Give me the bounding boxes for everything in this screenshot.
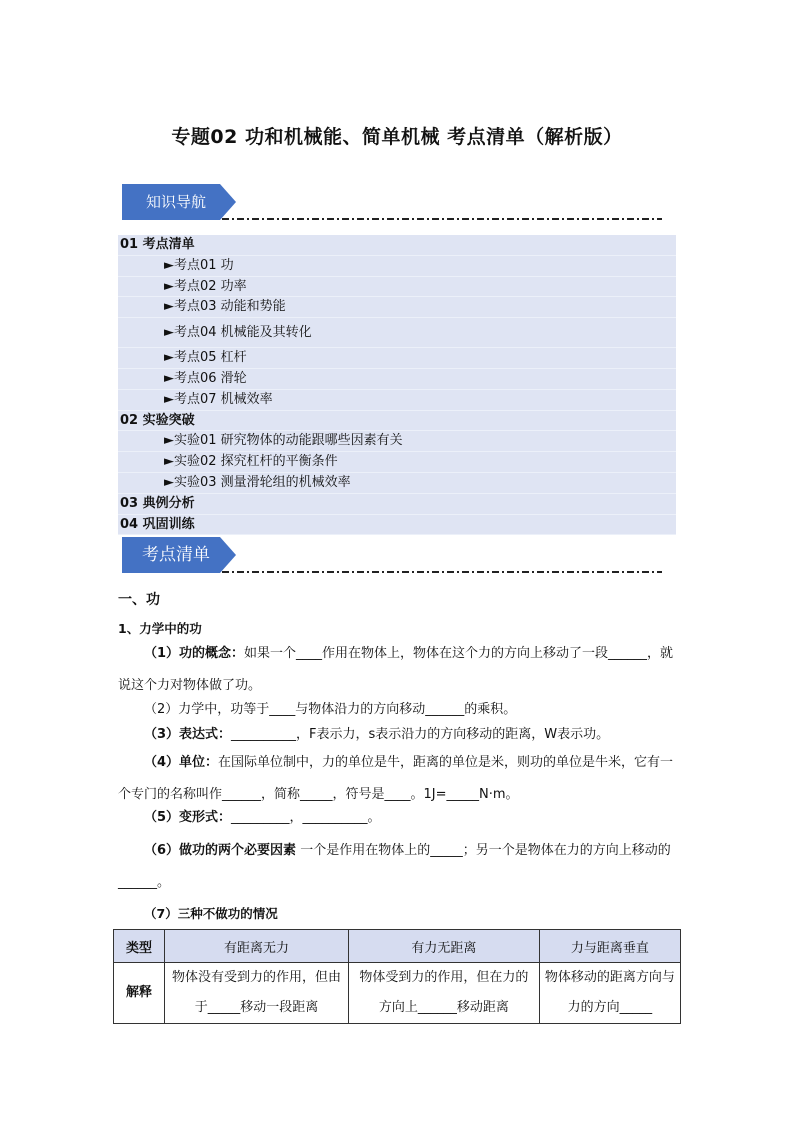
paragraph-expression: （3）表达式：__________，F表示力，s表示沿力的方向移动的距离，W表示功。 bbox=[144, 727, 610, 742]
table-header: 有力无距离 bbox=[349, 930, 540, 963]
toc-item[interactable]: ►实验01 研究物体的动能跟哪些因素有关 bbox=[118, 431, 676, 452]
toc-section[interactable]: 01 考点清单 bbox=[118, 235, 676, 256]
toc-item[interactable]: ►考点04 机械能及其转化 bbox=[118, 318, 676, 348]
nav-banner-label: 知识导航 bbox=[145, 193, 206, 211]
table-header-row bbox=[114, 930, 681, 963]
paragraph-variant: （5）变形式：_________，__________。 bbox=[144, 810, 381, 825]
table-cell: 物体没有受到力的作用，但由于_____移动一段距离 bbox=[165, 963, 349, 1024]
table-header: 有距离无力 bbox=[165, 930, 349, 963]
banner-dashed-line bbox=[222, 571, 662, 573]
table-row bbox=[114, 963, 681, 1024]
paragraph-no-work: （7）三种不做功的情况 bbox=[144, 906, 278, 921]
toc-item[interactable]: ►考点03 动能和势能 bbox=[118, 297, 676, 318]
table-header: 类型 bbox=[114, 930, 165, 963]
toc-section[interactable]: 02 实验突破 bbox=[118, 411, 676, 432]
table-cell: 解释 bbox=[114, 963, 165, 1024]
toc-item[interactable]: ►考点05 杠杆 bbox=[118, 348, 676, 369]
toc-item[interactable]: ►实验02 探究杠杆的平衡条件 bbox=[118, 452, 676, 473]
table-header: 力与距离垂直 bbox=[539, 930, 680, 963]
list-banner bbox=[122, 537, 670, 577]
section-heading: 一、功 bbox=[118, 592, 160, 608]
paragraph-factors: （6）做功的两个必要因素 一个是作用在物体上的_____；另一个是物体在力的方向上移动的______。 bbox=[118, 843, 671, 890]
toc-item[interactable]: ►考点01 功 bbox=[118, 256, 676, 277]
no-work-table bbox=[113, 929, 681, 1024]
toc-item[interactable]: ►考点07 机械效率 bbox=[118, 390, 676, 411]
paragraph-definition: （2）力学中，功等于____与物体沿力的方向移动______的乘积。 bbox=[144, 702, 517, 717]
toc-section[interactable]: 04 巩固训练 bbox=[118, 515, 676, 536]
list-banner-label: 考点清单 bbox=[142, 545, 210, 565]
paragraph-concept: （1）功的概念：如果一个____作用在物体上，物体在这个力的方向上移动了一段______，就说这个力对物体做了功。 bbox=[118, 646, 674, 693]
toc-item[interactable]: ►考点06 滑轮 bbox=[118, 369, 676, 390]
subsection-heading: 1、力学中的功 bbox=[118, 621, 202, 636]
banner-dashed-line bbox=[222, 218, 662, 220]
toc-section[interactable]: 03 典例分析 bbox=[118, 494, 676, 515]
nav-banner bbox=[122, 184, 670, 224]
table-cell: 物体受到力的作用，但在力的方向上______移动距离 bbox=[349, 963, 540, 1024]
table-of-contents bbox=[118, 235, 676, 535]
toc-item[interactable]: ►实验03 测量滑轮组的机械效率 bbox=[118, 473, 676, 494]
page-title: 专题02 功和机械能、简单机械 考点清单（解析版） bbox=[171, 126, 623, 148]
table-cell: 物体移动的距离方向与力的方向_____ bbox=[539, 963, 680, 1024]
paragraph-unit: （4）单位：在国际单位制中，力的单位是牛，距离的单位是米，则功的单位是牛米，它有一个专门的名称叫作______，简称_____，符号是____。1J=_____N·m。 bbox=[118, 755, 674, 802]
toc-item[interactable]: ►考点02 功率 bbox=[118, 277, 676, 298]
